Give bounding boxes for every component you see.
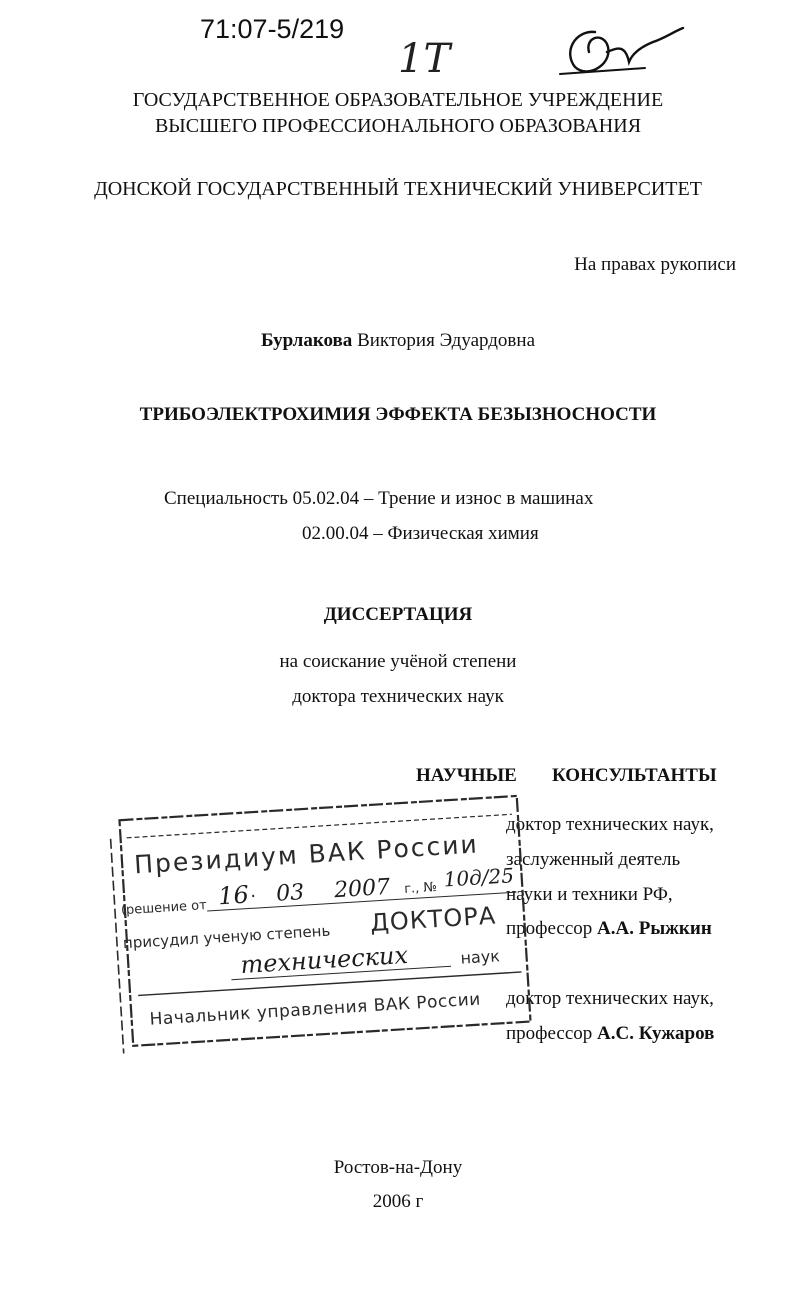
vak-stamp (108, 786, 538, 1056)
degree-line-2: доктора технических наук (292, 686, 504, 707)
stamp-field-suffix: наук (459, 946, 501, 968)
manuscript-note: На правах рукописи (574, 254, 736, 275)
consultant-2-title: профессор (506, 1023, 593, 1044)
consultants-heading-word-1: НАУЧНЫЕ (416, 765, 517, 786)
specialty-prefix: Специальность (164, 488, 288, 509)
document-type: ДИССЕРТАЦИЯ (323, 604, 473, 625)
year: 2006 г (372, 1191, 424, 1212)
thesis-title: ТРИБОЭЛЕКТРОХИМИЯ ЭФФЕКТА БЕЗЫЗНОСНОСТИ (139, 404, 657, 425)
consultant-2-line-1: доктор технических наук, (506, 988, 714, 1009)
consultant-1-title: профессор (506, 918, 593, 939)
stamp-decision-no-label: г., № (403, 879, 438, 897)
handwritten-signature (555, 22, 695, 82)
stamp-award-label: присудил ученую степень (122, 921, 331, 953)
stamp-signer: Начальник управления ВАК России (149, 989, 482, 1030)
stamp-decision-year: 2007 (333, 874, 391, 904)
stamp-decision-month: 03 (275, 880, 305, 907)
consultant-1-line-1: доктор технических наук, (506, 814, 714, 835)
consultants-heading-word-2: КОНСУЛЬТАНТЫ (552, 765, 717, 786)
author-surname: Бурлакова (260, 330, 353, 351)
author-name (0, 330, 796, 352)
consultant-1-line-2: заслуженный деятель (506, 849, 681, 870)
consultant-2-name: А.С. Кужаров (597, 1023, 715, 1044)
stamp-decision-label: (решение от (120, 898, 208, 919)
stamp-date-sep-1: · (249, 886, 257, 908)
university-name: ДОНСКОЙ ГОСУДАРСТВЕННЫЙ ТЕХНИЧЕСКИЙ УНИВЕРСИТЕТ (94, 178, 702, 200)
shelf-mark: 71:07-5/219 (200, 14, 345, 44)
stamp-degree-level: ДОКТОРА (369, 901, 497, 938)
consultant-1-line-3: науки и техники РФ, (506, 884, 673, 905)
institution-line-2: ВЫСШЕГО ПРОФЕССИОНАЛЬНОГО ОБРАЗОВАНИЯ (154, 115, 642, 137)
specialty-line-1 (164, 488, 593, 510)
stamp-field-hand: технических (239, 940, 409, 980)
degree-line-1: на соискание учёной степени (279, 651, 517, 672)
stamp-header: Президиум ВАК России (133, 829, 480, 880)
handwritten-mark: 1T (398, 36, 451, 82)
specialty-code-1: 05.02.04 – Трение и износ в машинах (292, 488, 594, 509)
institution-line-1: ГОСУДАРСТВЕННОЕ ОБРАЗОВАТЕЛЬНОЕ УЧРЕЖДЕНИЕ (132, 89, 664, 111)
city: Ростов-на-Дону (333, 1157, 463, 1178)
stamp-decision-no: 10д/25 (442, 863, 515, 892)
specialty-line-2: 02.00.04 – Физическая химия (302, 523, 539, 544)
stamp-decision-day: 16 (217, 880, 250, 911)
author-given-names: Виктория Эдуардовна (357, 330, 536, 351)
consultant-1-name: А.А. Рыжкин (597, 918, 712, 939)
